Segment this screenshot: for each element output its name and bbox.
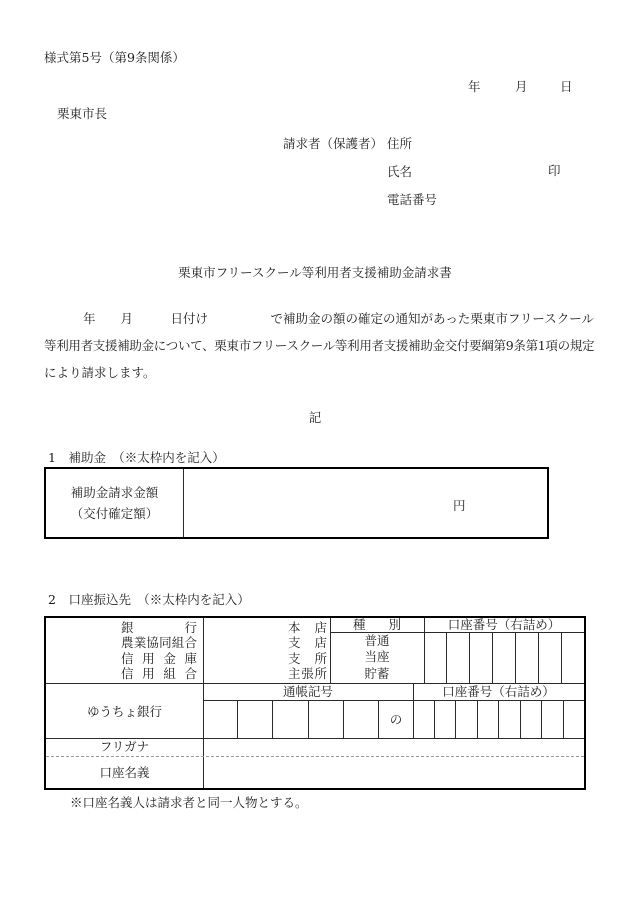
yucho-digit-cell[interactable] [477,700,499,738]
branch-type-field-office: 主張所 [288,666,327,681]
seal-label: 印 [548,163,561,178]
branch-type-head-office: 本店 [288,619,327,635]
amount-label-line1: 補助金請求金額 [70,485,159,500]
bank-type-agricoop: 農業協同組合 [121,635,197,650]
date-year-label: 年 [468,79,481,94]
bank-transfer-table [44,616,586,790]
claimant-label: 請求者（保護者） [283,136,384,151]
account-holder-input-cell[interactable] [203,756,584,788]
bank-type-bank: 銀行 [121,619,197,635]
yen-unit-label: 円 [453,498,466,513]
passbook-separator-cell: の [378,700,413,738]
yucho-digit-cell[interactable] [413,700,434,738]
body-line-3: により請求します。 [44,365,156,380]
record-marker: 記 [308,410,322,425]
passbook-digit-cell[interactable] [203,700,237,738]
section1-heading: 1 補助金 （※太枠内を記入） [48,450,225,465]
yucho-digit-cell[interactable] [520,700,542,738]
account-type-ordinary: 普通 [364,632,390,648]
furigana-input-cell[interactable] [203,738,584,756]
account-type-current: 当座 [364,649,390,665]
account-digit-cell[interactable] [515,632,538,683]
account-type-header: 種別 [353,617,401,632]
yucho-digit-cell[interactable] [434,700,456,738]
account-holder-label: 口座名義 [99,765,150,780]
account-digit-cell[interactable] [492,632,515,683]
bank-type-shinkin: 信用金庫 [121,650,197,666]
bank-type-credit-union: 信用組合 [121,666,197,681]
bank-type-cell [46,619,197,682]
yucho-digit-cell[interactable] [455,700,477,738]
footnote: ※口座名義人は請求者と同一人物とする。 [70,795,308,810]
account-type-savings: 貯蓄 [364,665,390,681]
yucho-digit-cell[interactable] [498,700,520,738]
account-number-header: 口座番号（右詰め） [447,617,561,632]
date-day-label: 日 [560,79,573,94]
account-type-cell [330,632,424,683]
subsidy-amount-table [44,467,549,539]
amount-label-line2: （交付確定額） [70,506,159,521]
yucho-account-number-grid [413,700,584,738]
account-digit-cell[interactable] [561,632,584,683]
branch-type-branch: 支店 [288,635,327,650]
amount-input-cell[interactable] [183,469,547,537]
account-number-grid [424,632,584,683]
furigana-label: フリガナ [99,739,150,754]
passbook-digit-cell[interactable] [308,700,343,738]
yucho-digit-cell[interactable] [541,700,563,738]
body-line-1: 年 月 日付け で補助金の額の確定の通知があった栗東市フリースクール [83,311,595,326]
yucho-bank-label: ゆうちょ銀行 [86,703,162,719]
section2-heading: 2 口座振込先 （※太枠内を記入） [48,592,250,607]
branch-type-sub-branch: 支所 [288,650,327,666]
body-line-2: 等利用者支援補助金について、栗東市フリースクール等利用者支援補助金交付要綱第9条第1項の規定 [44,338,595,353]
address-label: 住所 [387,136,413,151]
phone-label: 電話番号 [387,192,438,207]
passbook-digit-cell[interactable] [237,700,272,738]
account-digit-cell[interactable] [446,632,469,683]
form-number: 様式第5号（第9条関係） [44,50,185,65]
passbook-digit-cell[interactable] [272,700,307,738]
passbook-symbol-grid [203,700,413,738]
passbook-symbol-header: 通帳記号 [282,684,333,699]
account-digit-cell[interactable] [424,632,446,683]
addressee: 栗東市長 [57,106,108,121]
amount-label-cell [46,469,183,537]
yucho-digit-cell[interactable] [563,700,585,738]
name-label: 氏名 [387,164,413,179]
date-month-label: 月 [515,79,528,94]
page-title: 栗東市フリースクール等利用者支援補助金請求書 [178,265,452,280]
passbook-digit-cell[interactable] [343,700,378,738]
account-digit-cell[interactable] [469,632,492,683]
branch-type-cell [203,619,327,682]
yucho-account-number-header: 口座番号（右詰め） [442,684,555,699]
account-digit-cell[interactable] [538,632,561,683]
